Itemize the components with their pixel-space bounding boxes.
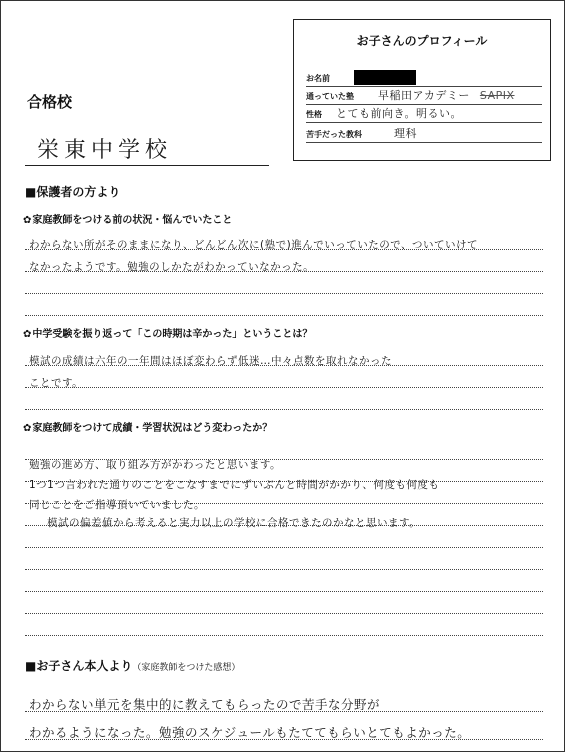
answer-3-line-1: 勉強の進め方、取り組み方がかわったと思います。 [29, 459, 282, 471]
child-answer-line-1: わからない単元を集中的に教えてもらったので苦手な分野が [29, 697, 381, 712]
school-heading: 合格校 [27, 93, 73, 111]
child-section-title [25, 657, 240, 674]
flower-icon: ✿ [23, 329, 32, 340]
juku-label: 通っていた塾 [306, 92, 354, 101]
profile-row-personality [306, 104, 542, 123]
name-label: お名前 [306, 74, 330, 83]
juku-struck-value: SAPIX [479, 89, 515, 102]
parent-section-title: ■保護者の方より [25, 185, 121, 199]
answer-3-line-2: 1つ1つ言われた通りのことをこなすまでにずいぶんと時間がかかり、何度も何度も [29, 479, 440, 491]
answer-2-line-2: ことです。 [29, 377, 84, 389]
answer-1-line-1: わからない所がそのままになり、どんどん次に(塾で)進んでいっていたので、ついていけて [29, 239, 478, 251]
question-3-text: 家庭教師をつけて成績・学習状況はどう変わったか？ [32, 423, 273, 434]
school-name: 栄東中学校 [37, 138, 173, 163]
answer-3-line-3: 同じことをご指導頂いていました。 [29, 499, 205, 511]
redacted-name-bar [354, 70, 416, 85]
child-answer-line-2: わかるようになった。勉強のスケジュールもたててもらいとてもよかった。 [29, 725, 471, 740]
question-2-text: 中学受験を振り返って「この時期は辛かった」ということは？ [32, 329, 313, 340]
question-1 [23, 211, 232, 226]
answer-1-line-2: なかったようです。勉強のしかたがわかっていなかった。 [29, 261, 315, 273]
flower-icon: ✿ [23, 215, 32, 226]
question-3 [23, 419, 272, 434]
flower-icon: ✿ [23, 423, 32, 434]
profile-row-juku [306, 86, 542, 105]
personality-value: とても前向き。明るい。 [336, 107, 463, 120]
weak-subject-label: 苦手だった教科 [306, 130, 362, 139]
weak-subject-value: 理科 [394, 127, 417, 140]
question-1-text: 家庭教師をつける前の状況・悩んでいたこと [32, 215, 233, 226]
answer-2-line-1: 模試の成績は六年の一年間はほぼ変わらず低迷…中々点数を取れなかった [29, 355, 392, 367]
profile-title: お子さんのプロフィール [356, 34, 488, 48]
child-section-note: （家庭教師をつけた感想） [132, 663, 241, 673]
profile-row-weak-subject [306, 124, 542, 143]
school-underline [25, 165, 269, 166]
answer-3-line-4: 模試の偏差値から考えると実力以上の学校に合格できたのかなと思います。 [47, 517, 421, 529]
profile-row-name [306, 68, 542, 87]
juku-value: 早稲田アカデミー SAPIX [378, 89, 515, 102]
child-section-title-text: ■お子さん本人より [25, 659, 133, 673]
question-2 [23, 325, 312, 340]
profile-box [293, 19, 551, 161]
personality-label: 性格 [306, 110, 322, 119]
